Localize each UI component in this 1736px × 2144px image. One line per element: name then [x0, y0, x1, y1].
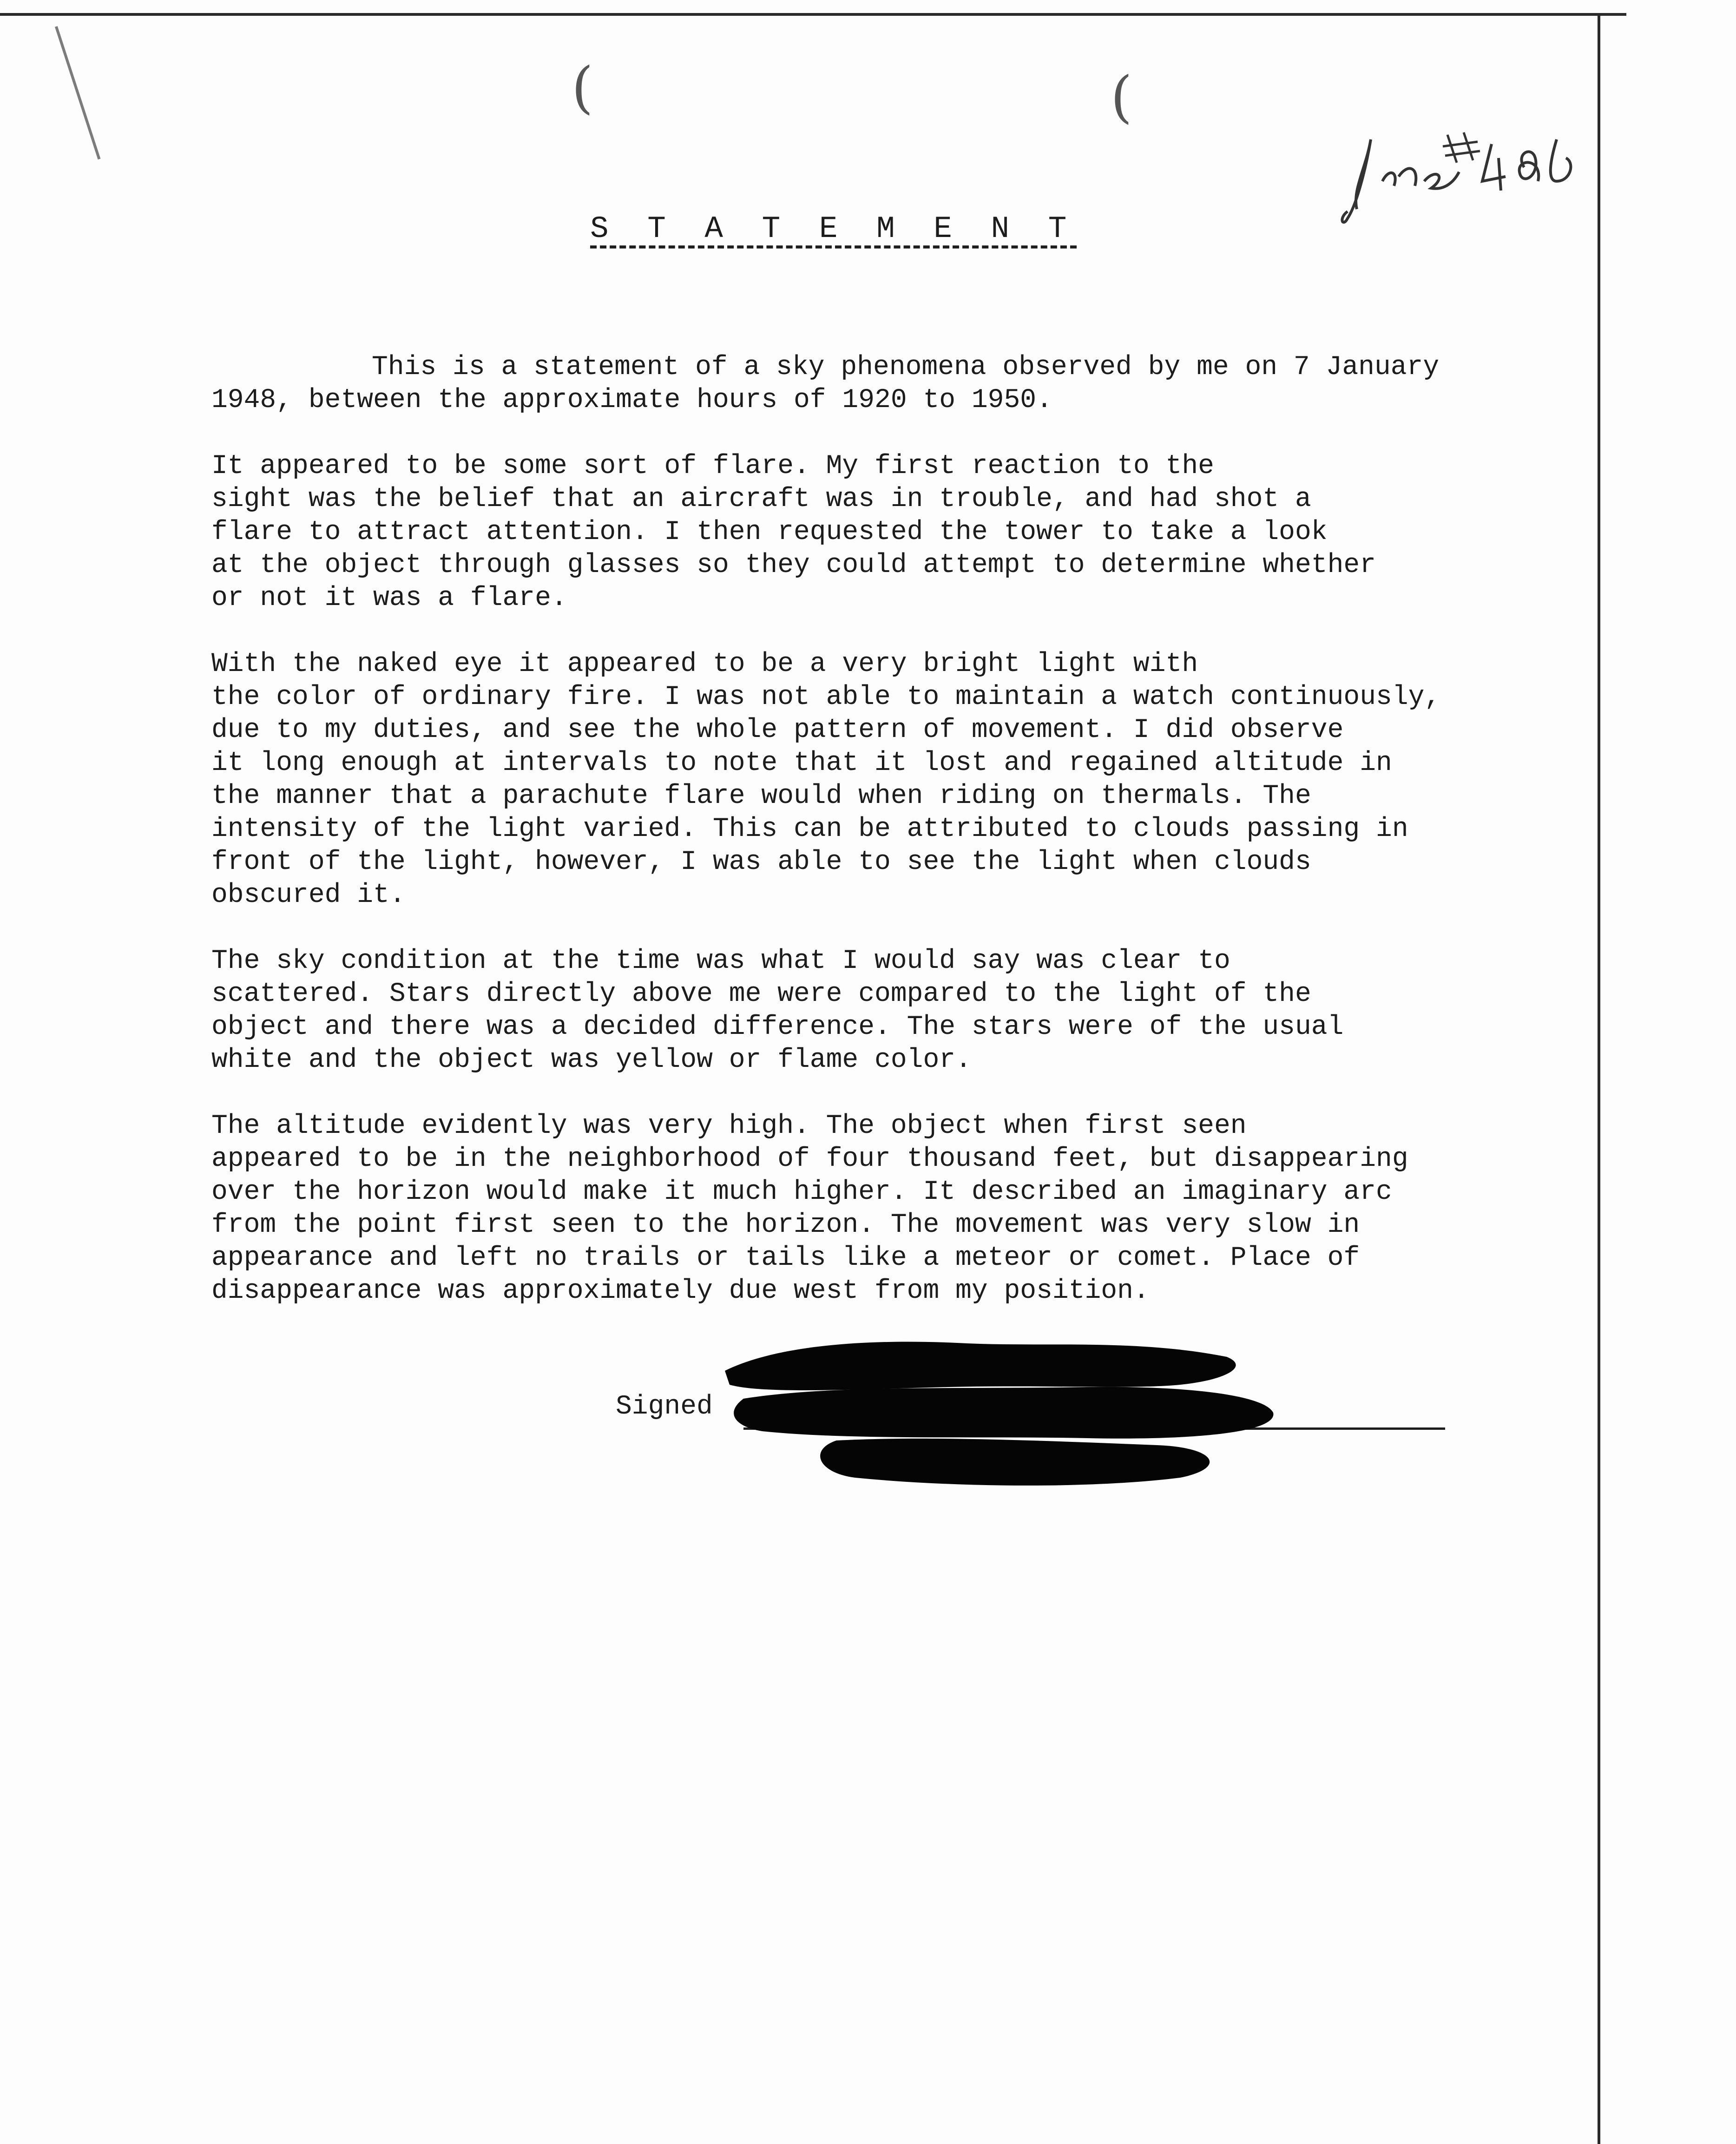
handwritten-note — [1338, 112, 1580, 232]
page-right-edge — [1598, 13, 1600, 2144]
page-top-edge — [0, 13, 1626, 16]
statement-body — [211, 351, 1503, 1341]
paragraph-5: The altitude evidently was very high. The object when first seen appeared to be in the neighborhood of four thousand feet, but disappearing over the horizon would make it much higher. It described an imaginary arc from the point first seen to the horizon. The movement was very slow in appearance and left no trails or tails like a meteor or comet. Place of disappearance was approximately due west from my position. — [211, 1111, 1408, 1306]
paragraph-4: The sky condition at the time was what I would say was clear to scattered. Stars directly above me were compared to the light of the object and there was a decided difference. The stars were of the usual white and the object was yellow or flame color. — [211, 946, 1344, 1075]
page-corner-mark — [55, 26, 100, 159]
paragraph-2: It appeared to be some sort of flare. My first reaction to the sight was the belief that an aircraft was in trouble, and had shot a flare to attract attention. I then requested the tower to take a look at the object through glasses so they could attempt to determine whether or not it was a flare. — [211, 451, 1376, 613]
punch-mark-right: ( — [1111, 65, 1132, 130]
paragraph-1: This is a statement of a sky phenomena observed by me on 7 January 1948, between the approximate hours of 1920 to 1950. — [211, 352, 1440, 415]
paragraph-3: With the naked eye it appeared to be a very bright light with the color of ordinary fire. I was not able to maintain a watch continuously, due to my duties, and see the whole pattern of movement. I did observe it long enough at intervals to note that it lost and regained altitude in the manner that a parachute flare would when riding on thermals. The intensity of the light varied. This can be attributed to clouds passing in front of the light, however, I was able to see the light when clouds obscured it. — [211, 649, 1441, 910]
signed-label: Signed — [616, 1392, 713, 1422]
punch-mark-left: ( — [572, 56, 593, 120]
redacted-signature — [716, 1329, 1320, 1506]
page-title: S T A T E M E N T — [590, 211, 1077, 246]
